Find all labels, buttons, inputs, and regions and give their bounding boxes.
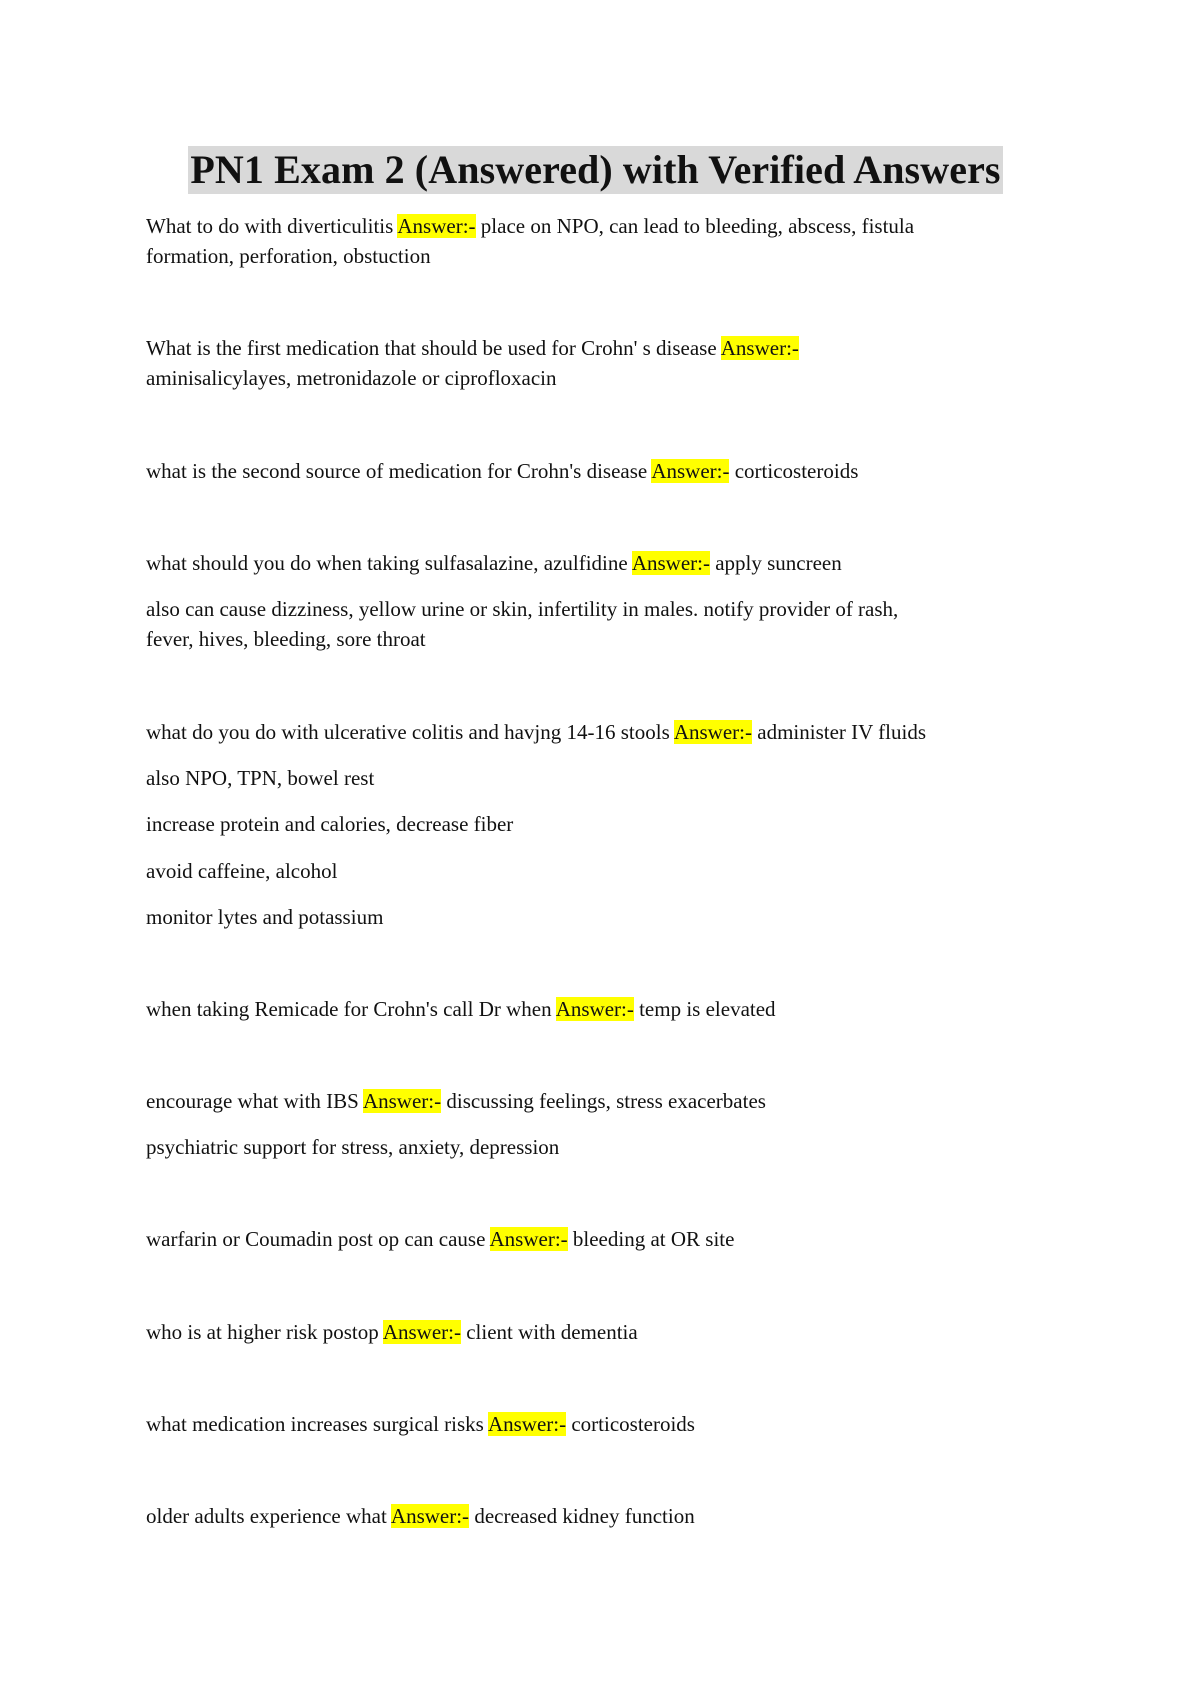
document-title: PN1 Exam 2 (Answered) with Verified Answers (190, 147, 1001, 192)
qa-line (146, 1086, 766, 1116)
qa-line (146, 1317, 638, 1347)
answer-text: corticosteroids (729, 459, 859, 483)
question-text: warfarin or Coumadin post op can cause (146, 1227, 490, 1251)
answer-text: temp is elevated (633, 997, 776, 1021)
answer-text: place on NPO, can lead to bleeding, abscess, fistula (475, 214, 915, 238)
question-text: what should you do when taking sulfasalazine, azulfidine (146, 551, 632, 575)
qa-line (146, 717, 926, 747)
qa-line (146, 994, 776, 1024)
answer-text: corticosteroids (566, 1412, 695, 1436)
answer-label: Answer:- (487, 1412, 567, 1436)
question-text: older adults experience what (146, 1504, 391, 1528)
answer-continuation: also NPO, TPN, bowel rest (146, 766, 375, 790)
question-text: what do you do with ulcerative colitis and havjng 14-16 stools (146, 720, 674, 744)
answer-text: discussing feelings, stress exacerbates (441, 1089, 766, 1113)
answer-continuation: formation, perforation, obstuction (146, 244, 431, 268)
answer-label: Answer:- (555, 997, 634, 1021)
answer-continuation: aminisalicylayes, metronidazole or ciprofloxacin (146, 366, 557, 390)
question-text: what medication increases surgical risks (146, 1412, 488, 1436)
answer-label: Answer:- (651, 459, 730, 483)
question-text: What to do with diverticulitis (146, 214, 398, 238)
answer-continuation: psychiatric support for stress, anxiety, depression (146, 1135, 560, 1159)
answer-continuation: fever, hives, bleeding, sore throat (146, 627, 426, 651)
question-text: when taking Remicade for Crohn's call Dr when (146, 997, 556, 1021)
answer-label: Answer:- (397, 214, 476, 238)
answer-label: Answer:- (631, 551, 710, 575)
question-text: who is at higher risk postop (146, 1320, 383, 1344)
answer-label: Answer:- (489, 1227, 568, 1251)
answer-continuation: also can cause dizziness, yellow urine or skin, infertility in males. notify provider of rash, (146, 597, 899, 621)
question-text: what is the second source of medication for Crohn's disease (146, 459, 652, 483)
qa-line (146, 1501, 695, 1531)
title-container (0, 146, 1191, 194)
answer-continuation: increase protein and calories, decrease fiber (146, 812, 514, 836)
qa-line (146, 1409, 695, 1439)
answer-label: Answer:- (390, 1504, 470, 1528)
answer-continuation: monitor lytes and potassium (146, 905, 384, 929)
answer-text: decreased kidney function (469, 1504, 695, 1528)
answer-label: Answer:- (720, 336, 799, 360)
qa-line (146, 456, 858, 486)
answer-text: client with dementia (460, 1320, 638, 1344)
answer-text: administer IV fluids (752, 720, 927, 744)
qa-line (146, 211, 914, 241)
answer-label: Answer:- (382, 1320, 461, 1344)
question-text: What is the first medication that should be used for Crohn' s disease (146, 336, 721, 360)
answer-label: Answer:- (673, 720, 752, 744)
question-text: encourage what with IBS (146, 1089, 363, 1113)
answer-label: Answer:- (362, 1089, 442, 1113)
answer-text: bleeding at OR site (567, 1227, 735, 1251)
answer-continuation: avoid caffeine, alcohol (146, 859, 338, 883)
qa-line (146, 548, 842, 578)
qa-line (146, 1224, 734, 1254)
answer-text: apply suncreen (709, 551, 842, 575)
qa-line (146, 333, 799, 363)
